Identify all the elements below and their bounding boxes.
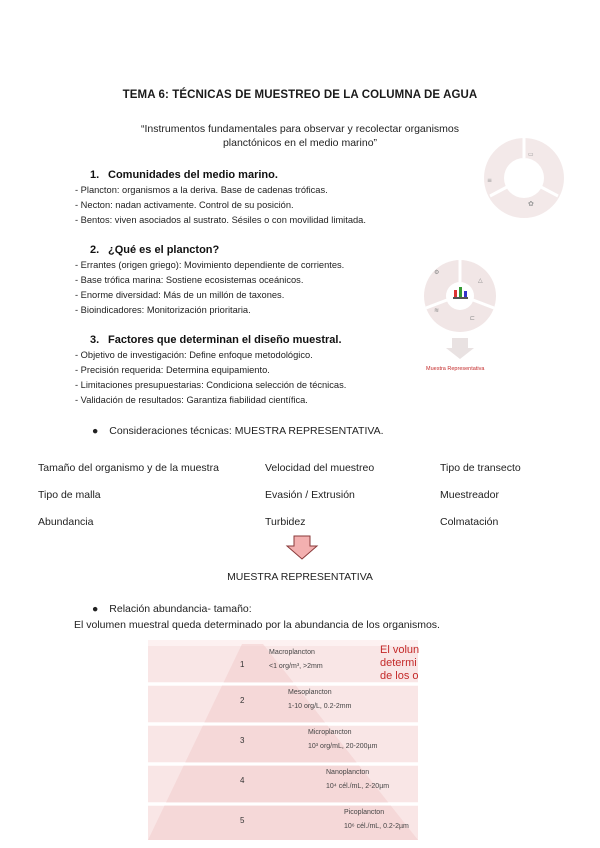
bullet-considerations [92, 425, 384, 437]
section-1-number: 1. [90, 169, 100, 181]
pyramid-level-desc: 10³ org/mL, 20-200µm [308, 743, 378, 750]
section-3-list [75, 348, 346, 408]
bullet-considerations-text: Consideraciones técnicas: MUESTRA REPRESENTATIVA. [109, 425, 384, 437]
pyramid-level-name: Nanoplancton [326, 769, 370, 776]
pyramid-level-number: 4 [240, 776, 245, 785]
section-3-heading [90, 334, 342, 346]
cycle-diagram-icon [476, 134, 566, 220]
factor-cell: Evasión / Extrusión [265, 489, 355, 501]
bullet-icon: ● [92, 425, 99, 437]
section-2-heading [90, 244, 219, 256]
factor-cell: Tipo de malla [38, 489, 101, 501]
result-label: MUESTRA REPRESENTATIVA [227, 571, 373, 583]
pyramid-level-desc: 1-10 org/L, 0.2-2mm [288, 703, 352, 710]
pyramid-diagram [148, 640, 418, 840]
section-2-list [75, 258, 344, 318]
list-item: - Enorme diversidad: Más de un millón de taxones. [75, 290, 285, 300]
factor-cell: Tamaño del organismo y de la muestra [38, 462, 219, 474]
factor-cell: Muestreador [440, 489, 499, 501]
list-item: - Necton: nadan activamente. Control de su posición. [75, 200, 294, 210]
pyramid-level [308, 726, 377, 754]
section-2-title: ¿Qué es el plancton? [108, 244, 220, 256]
list-item: - Errantes (origen griego): Movimiento dependiente de corrientes. [75, 260, 345, 270]
svg-text:≡: ≡ [487, 177, 493, 184]
down-arrow-icon [285, 535, 319, 561]
sampling-diagram-icon [416, 256, 506, 380]
svg-text:⚙: ⚙ [434, 269, 440, 276]
pyramid-level-number: 2 [240, 696, 245, 705]
factor-cell: Velocidad del muestreo [265, 462, 375, 474]
pyramid-level [326, 766, 389, 794]
list-item: - Precisión requerida: Determina equipamiento. [75, 365, 270, 375]
pyramid-level [269, 646, 323, 674]
svg-text:⊏: ⊏ [470, 315, 476, 322]
section-2-number: 2. [90, 244, 100, 256]
pyramid-level-number: 3 [240, 736, 245, 745]
section-1-title: Comunidades del medio marino. [108, 169, 278, 181]
factor-cell: Abundancia [38, 516, 94, 528]
svg-text:≋: ≋ [434, 307, 440, 314]
pyramid-level-desc: 10⁶ cél./mL, 0.2-2µm [344, 823, 409, 830]
pyramid-side-text: El volun determi de los o [380, 644, 420, 682]
intro-quote [60, 122, 540, 150]
bullet-icon: ● [92, 603, 99, 615]
bullet-relation [92, 603, 252, 615]
diagram-label: Muestra Representativa [426, 366, 485, 372]
factor-cell: Turbidez [265, 516, 306, 528]
pyramid-level-name: Mesoplancton [288, 689, 332, 696]
svg-text:△: △ [478, 277, 483, 284]
section-1-heading [90, 169, 278, 181]
relation-text: El volumen muestral queda determinado por la abundancia de los organismos. [74, 619, 440, 631]
pyramid-level [288, 686, 351, 714]
pyramid-level-desc: <1 org/m³, >2mm [269, 663, 323, 670]
page-title: TEMA 6: TÉCNICAS DE MUESTREO DE LA COLUMNA DE AGUA [122, 89, 478, 101]
pyramid-level [344, 806, 409, 834]
pyramid-level-name: Macroplancton [269, 649, 315, 656]
pyramid-level-desc: 10⁴ cél./mL, 2-20µm [326, 783, 390, 790]
svg-text:▭: ▭ [528, 151, 534, 158]
list-item: - Limitaciones presupuestarias: Condiciona selección de técnicas. [75, 380, 347, 390]
pyramid-level-number: 1 [240, 660, 245, 669]
section-3-number: 3. [90, 334, 100, 346]
pyramid-level-name: Microplancton [308, 729, 352, 736]
quote-line-2: planctónicos en el medio marino” [222, 137, 378, 149]
list-item: - Objetivo de investigación: Define enfoque metodológico. [75, 350, 313, 360]
list-item: - Plancton: organismos a la deriva. Base de cadenas tróficas. [75, 185, 328, 195]
bullet-relation-text: Relación abundancia- tamaño: [109, 603, 252, 615]
list-item: - Validación de resultados: Garantiza fiabilidad científica. [75, 395, 308, 405]
section-1-list [75, 183, 366, 228]
svg-text:✿: ✿ [528, 200, 534, 208]
list-item: - Bioindicadores: Monitorización prioritaria. [75, 305, 251, 315]
pyramid-level-name: Picoplancton [344, 809, 385, 816]
list-item: - Base trófica marina: Sostiene ecosistemas oceánicos. [75, 275, 304, 285]
factor-cell: Colmatación [440, 516, 499, 528]
list-item: - Bentos: viven asociados al sustrato. Sésiles o con movilidad limitada. [75, 215, 366, 225]
section-3-title: Factores que determinan el diseño muestral. [108, 334, 342, 346]
factor-cell: Tipo de transecto [440, 462, 521, 474]
pyramid-level-number: 5 [240, 816, 245, 825]
quote-line-1: “Instrumentos fundamentales para observar y recolectar organismos [140, 123, 460, 135]
